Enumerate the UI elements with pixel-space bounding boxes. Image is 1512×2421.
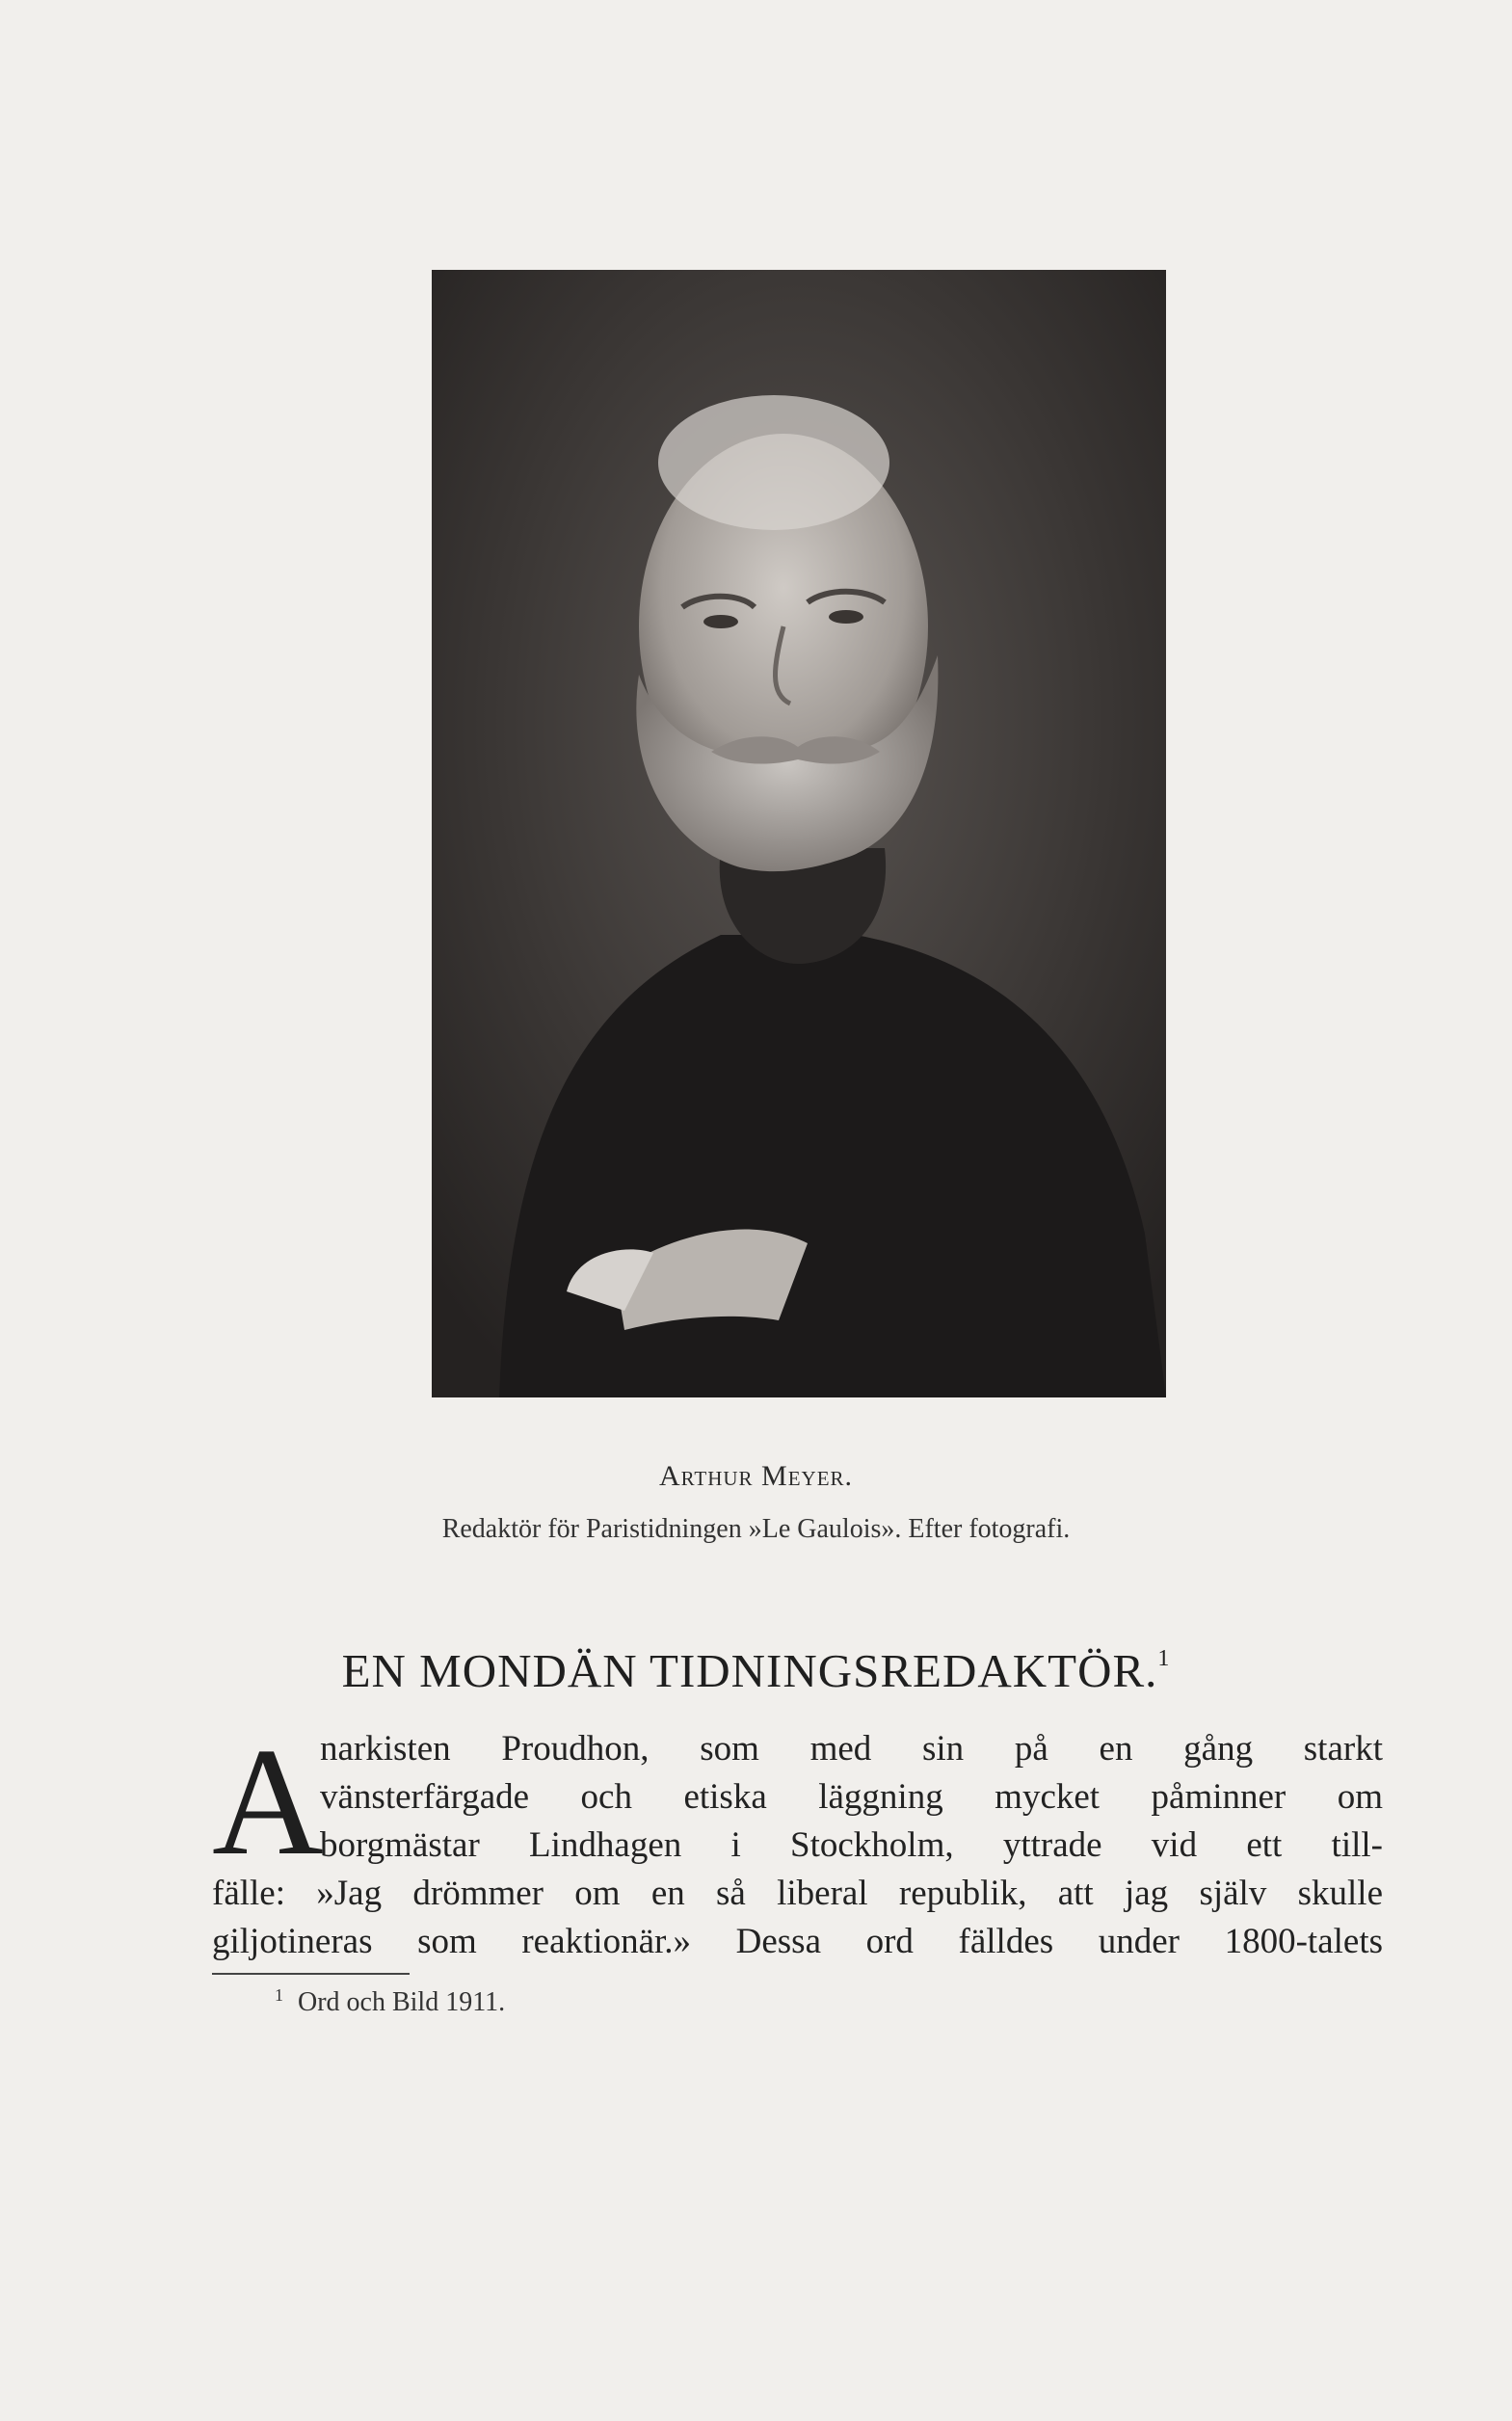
caption-name-text: Arthur Meyer. bbox=[658, 1460, 854, 1492]
body-line-4: fälle: »Jag drömmer om en så liberal republik, att jag själv skulle bbox=[212, 1874, 1383, 1913]
portrait-image bbox=[432, 270, 1166, 1397]
footnote-marker: 1 bbox=[275, 1985, 283, 2005]
heading-footnote-marker: 1 bbox=[1157, 1646, 1171, 1671]
caption-name bbox=[0, 1460, 1512, 1493]
footnote-text: Ord och Bild 1911. bbox=[298, 1987, 506, 2018]
caption-subtitle: Redaktör för Paristidningen »Le Gaulois». Efter fotografi. bbox=[441, 1514, 1071, 1544]
article-body bbox=[212, 1716, 1383, 1966]
portrait-photo bbox=[432, 270, 1166, 1397]
drop-cap: A bbox=[212, 1716, 324, 1887]
body-line-3: borgmästar Lindhagen i Stockholm, yttrade vid ett till- bbox=[320, 1825, 1383, 1865]
footnote-rule bbox=[212, 1973, 410, 1975]
article-heading-text: EN MONDÄN TIDNINGSREDAKTÖR. bbox=[341, 1644, 1158, 1697]
body-line-5: giljotineras som reaktionär.» Dessa ord fälldes under 1800-talets bbox=[212, 1922, 1383, 1961]
body-line-1: narkisten Proudhon, som med sin på en gång starkt bbox=[320, 1729, 1383, 1769]
body-line-2: vänsterfärgade och etiska läggning mycket påminner om bbox=[320, 1777, 1383, 1817]
article-heading bbox=[0, 1643, 1512, 1698]
footnote bbox=[275, 1985, 505, 2018]
